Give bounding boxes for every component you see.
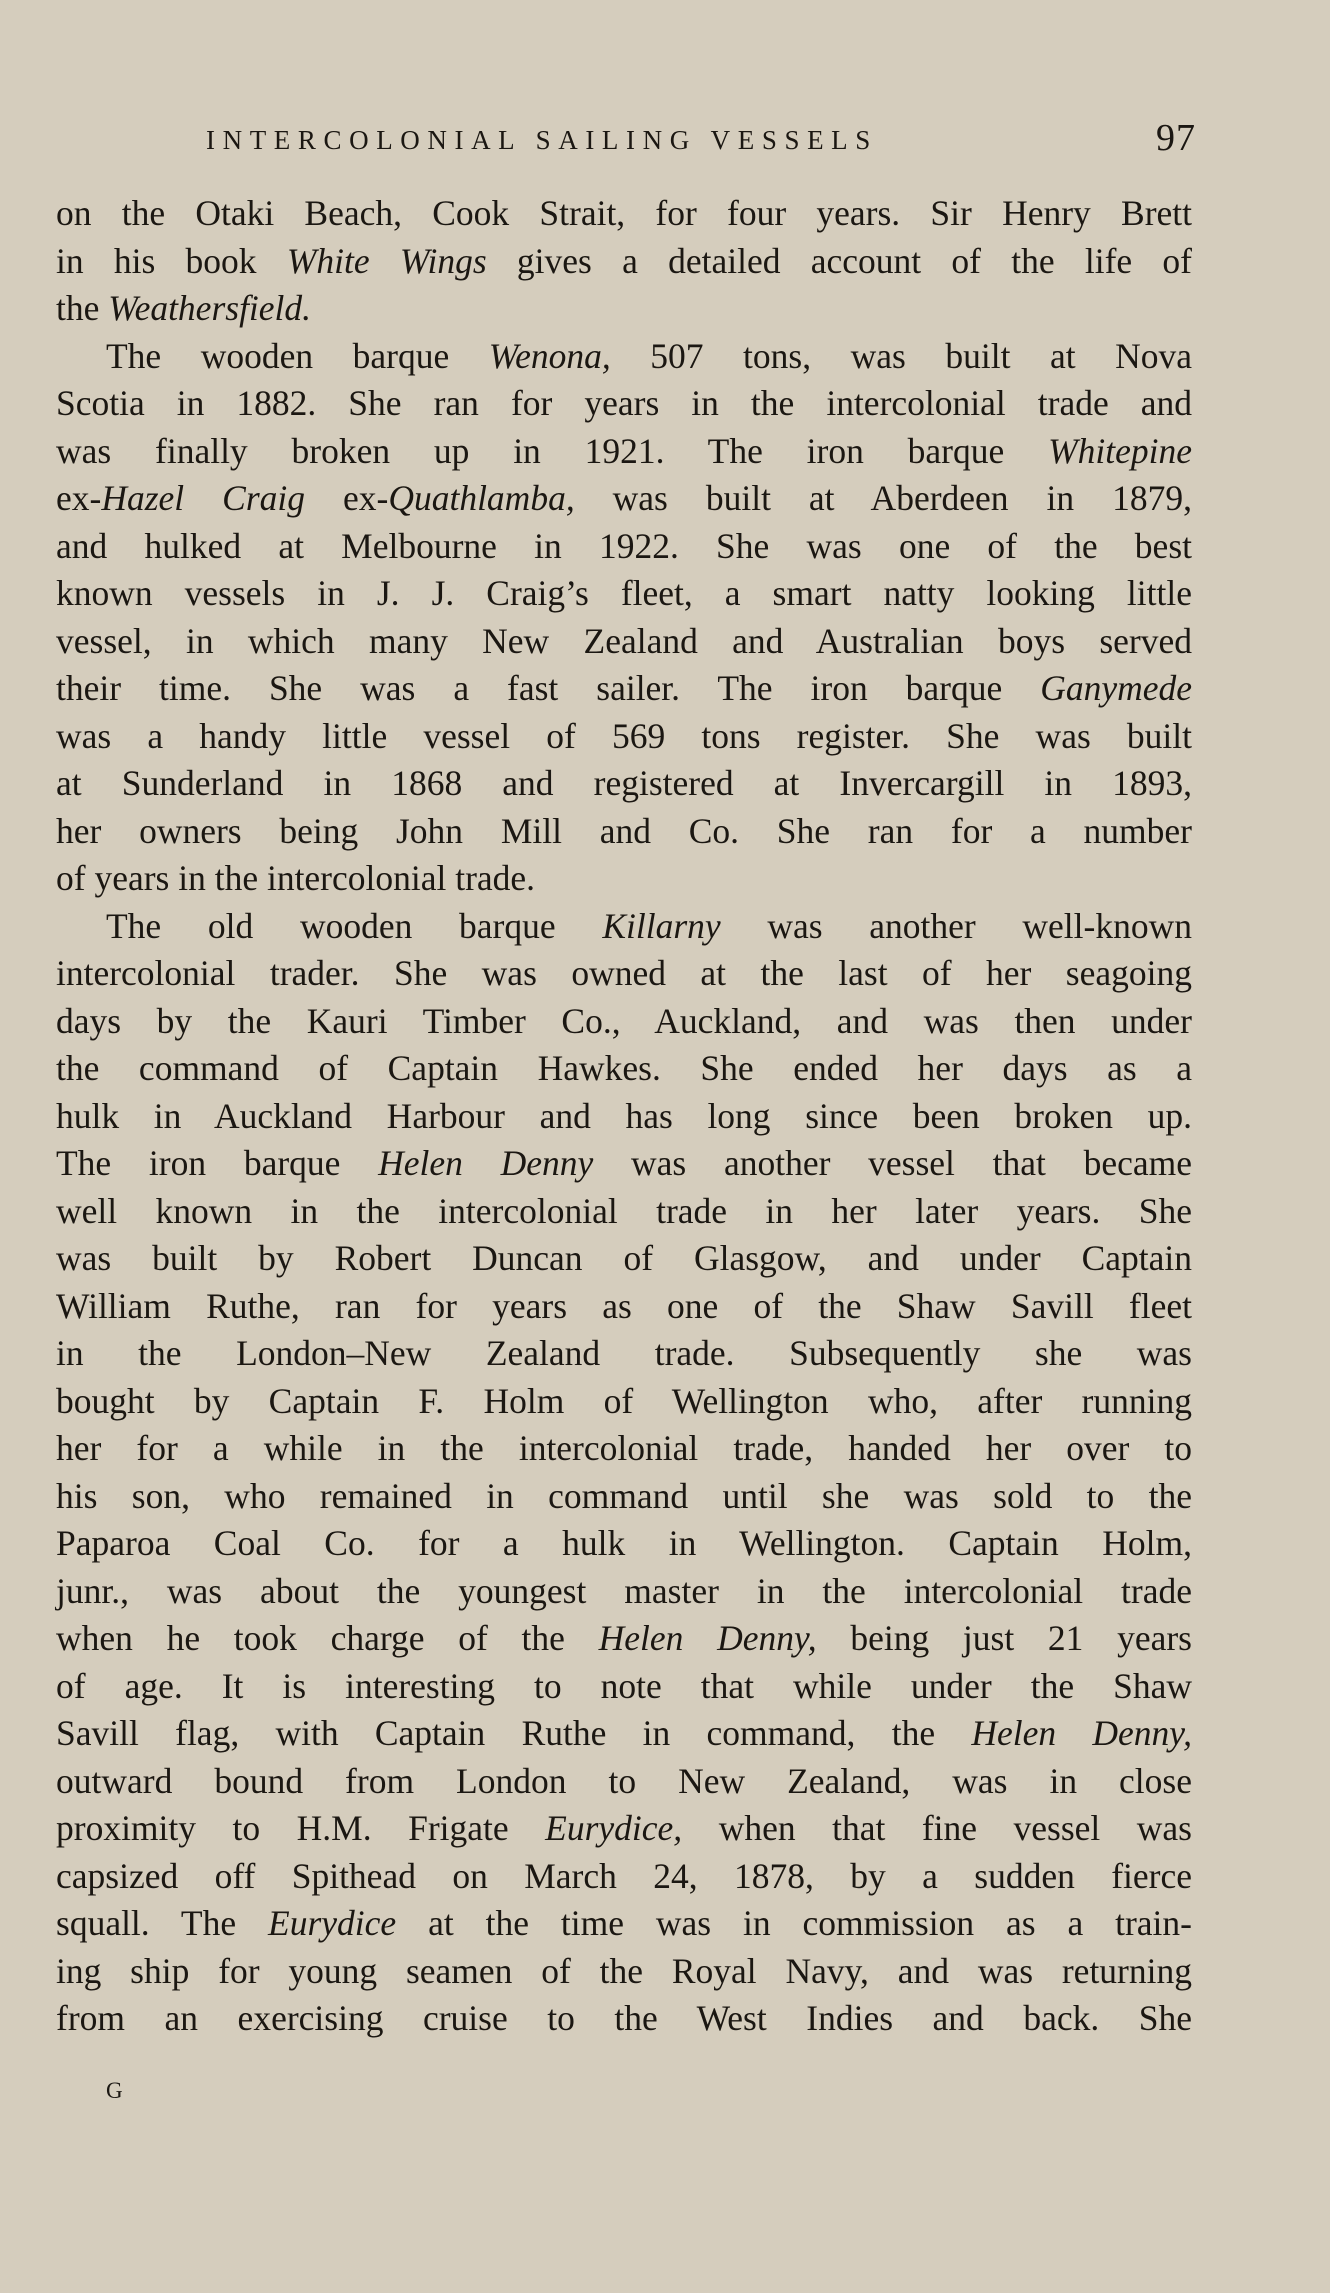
text-line [56, 1663, 1192, 1711]
italic-vessel-name: Hazel Craig [101, 478, 305, 518]
text-run: well known in the intercolonial trade in her later years. She [56, 1190, 1192, 1231]
text-line [56, 1615, 1192, 1663]
text-run: the [56, 288, 109, 328]
italic-vessel-name: Helen Denny, [971, 1713, 1192, 1753]
text-run: in the London–New Zealand trade. Subsequently she was [56, 1333, 1192, 1373]
body-text [56, 190, 1192, 2043]
text-line [56, 808, 1192, 856]
text-line [56, 998, 1192, 1046]
text-line [56, 1235, 1192, 1283]
text-line [56, 1473, 1192, 1521]
text-run: being just 21 years [816, 1618, 1192, 1658]
text-run: intercolonial trader. She was owned at the last of her seagoing [56, 953, 1192, 993]
text-run: hulk in Auckland Harbour and has long since been broken up. [56, 1095, 1192, 1136]
text-run: was built by Robert Duncan of Glasgow, and under Captain [56, 1238, 1192, 1278]
text-line [56, 1568, 1192, 1616]
text-line [56, 1425, 1192, 1473]
text-line [56, 380, 1192, 428]
text-line [56, 523, 1192, 571]
text-line [56, 1853, 1192, 1901]
page-number: 97 [1156, 117, 1196, 159]
text-run: of age. It is interesting to note that while under the Shaw [56, 1665, 1192, 1706]
italic-vessel-name: Whitepine [1048, 430, 1192, 471]
text-run: of years in the intercolonial trade. [56, 858, 536, 898]
text-run: The iron barque [56, 1143, 379, 1183]
text-run: The wooden barque [106, 335, 489, 376]
text-run: ex- [305, 478, 389, 518]
text-run: when he took charge of the [56, 1618, 599, 1658]
text-line [56, 855, 1192, 903]
text-line [56, 428, 1192, 476]
text-line [56, 665, 1192, 713]
text-run: was finally broken up in 1921. The iron barque [56, 430, 1049, 471]
text-run: and hulked at Melbourne in 1922. She was one of the best [56, 525, 1192, 566]
text-run: was built at Aberdeen in 1879, [574, 478, 1192, 518]
text-run: on the Otaki Beach, Cook Strait, for four years. Sir Henry Brett [56, 193, 1192, 233]
text-line [56, 1093, 1192, 1141]
text-line [56, 1330, 1192, 1378]
text-run: William Ruthe, ran for years as one of the Shaw Savill fleet [56, 1285, 1192, 1326]
text-run: his son, who remained in command until she was sold to the [56, 1475, 1192, 1516]
text-line [56, 570, 1192, 618]
text-run: squall. The [56, 1903, 269, 1943]
italic-vessel-name: Weathersfield. [108, 288, 312, 328]
italic-vessel-name: Eurydice, [545, 1808, 683, 1848]
text-run: outward bound from London to New Zealand, was in close [56, 1760, 1192, 1801]
text-run: vessel, in which many New Zealand and Australian boys served [56, 620, 1192, 661]
text-line [56, 1520, 1192, 1568]
text-line [56, 1948, 1192, 1996]
text-run: was another well-known [720, 905, 1192, 946]
text-line [56, 333, 1192, 381]
text-run: days by the Kauri Timber Co., Auckland, and was then under [56, 1000, 1192, 1041]
italic-vessel-name: Ganymede [1040, 668, 1192, 708]
text-run: ing ship for young seamen of the Royal Navy, and was returning [56, 1950, 1192, 1991]
text-line [56, 1045, 1192, 1093]
text-run: the command of Captain Hawkes. She ended her days as a [56, 1048, 1192, 1088]
running-head [206, 117, 1196, 160]
text-run: Savill flag, with Captain Ruthe in command, the [56, 1713, 972, 1753]
italic-vessel-name: Wenona, [488, 335, 611, 376]
text-line [56, 1140, 1192, 1188]
text-run: known vessels in J. J. Craig’s fleet, a smart natty looking little [56, 573, 1192, 613]
italic-vessel-name: Killarny [602, 905, 721, 946]
italic-vessel-name: Eurydice [268, 1903, 397, 1943]
text-run: Paparoa Coal Co. for a hulk in Wellington. Captain Holm, [56, 1523, 1192, 1563]
text-line [56, 1758, 1192, 1806]
text-line [56, 713, 1192, 761]
text-run: their time. She was a fast sailer. The iron barque [56, 668, 1041, 708]
text-line [56, 760, 1192, 808]
text-run: capsized off Spithead on March 24, 1878, by a sudden fierce [56, 1855, 1192, 1896]
italic-vessel-name: White Wings [286, 240, 487, 281]
text-run: 507 tons, was built at Nova [610, 335, 1192, 376]
text-line [56, 1710, 1192, 1758]
text-run: proximity to H.M. Frigate [56, 1808, 546, 1848]
text-line [56, 1378, 1192, 1426]
text-run: at the time was in commission as a train- [396, 1903, 1192, 1943]
text-run: when that fine vessel was [682, 1808, 1192, 1848]
text-run: junr., was about the youngest master in the intercolonial trade [56, 1570, 1192, 1611]
text-run: Scotia in 1882. She ran for years in the intercolonial trade and [56, 383, 1192, 423]
text-line [56, 1805, 1192, 1853]
text-run: ex- [56, 478, 102, 518]
text-run: was another vessel that became [593, 1143, 1192, 1183]
text-run: at Sunderland in 1868 and registered at Invercargill in 1893, [56, 763, 1192, 803]
text-line [56, 1995, 1192, 2043]
running-title: INTERCOLONIAL SAILING VESSELS [206, 125, 878, 155]
text-run: The old wooden barque [106, 905, 603, 946]
text-line [56, 475, 1192, 523]
italic-vessel-name: Helen Denny, [598, 1618, 817, 1658]
signature-mark: G [106, 2078, 124, 2103]
text-run: her owners being John Mill and Co. She ran for a number [56, 810, 1192, 851]
text-run: in his book [56, 240, 287, 281]
text-run: gives a detailed account of the life of [486, 240, 1192, 281]
text-line [56, 238, 1192, 286]
text-line [56, 1283, 1192, 1331]
italic-vessel-name: Quathlamba, [388, 478, 575, 518]
text-line [56, 950, 1192, 998]
text-run: from an exercising cruise to the West Indies and back. She [56, 1998, 1192, 2038]
text-run: her for a while in the intercolonial trade, handed her over to [56, 1428, 1192, 1468]
text-line [56, 285, 1192, 333]
text-run: was a handy little vessel of 569 tons register. She was built [56, 715, 1192, 756]
italic-vessel-name: Helen Denny [378, 1143, 594, 1183]
text-line [56, 1188, 1192, 1236]
text-line [56, 903, 1192, 951]
text-line [56, 190, 1192, 238]
text-run: bought by Captain F. Holm of Wellington who, after running [56, 1380, 1192, 1421]
text-line [56, 1900, 1192, 1948]
text-line [56, 618, 1192, 666]
